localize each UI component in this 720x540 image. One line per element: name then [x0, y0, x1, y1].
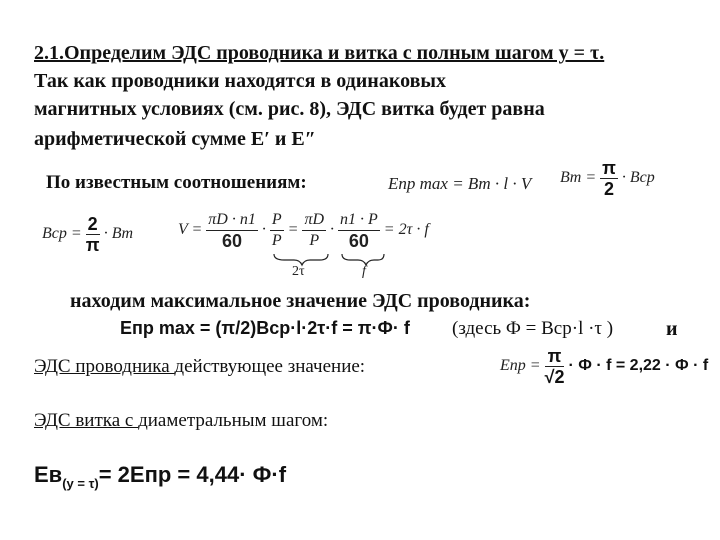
- v-frac1-den: 60: [222, 231, 243, 251]
- v-frac3-num: πD: [302, 210, 326, 231]
- turn-label-underlined: ЭДС витка с: [34, 410, 139, 431]
- effective-lhs: Eпр =: [500, 357, 541, 375]
- bm-rhs: · Bср: [621, 169, 655, 187]
- emax-formula: Eпр max = Bm · l · V: [388, 174, 532, 193]
- bcp-rhs: · Bm: [103, 225, 134, 243]
- flux-note: (здесь Ф = Bср·l ·τ ): [452, 318, 614, 339]
- v-frac1-num: πD · n1: [206, 210, 258, 231]
- heading-line-3: магнитных условиях (см. рис. 8), ЭДС витка будет равна: [34, 98, 545, 120]
- velocity-formula: V = $\frac{\pi D \cdot n1}{60}$ · $\frac{P}{P}$ = $\frac{\pi D}{P}$ · $\frac{n1 \cdot P}{60}$ = 2τ · f: [178, 211, 429, 251]
- heading-line-4: арифметической сумме E′ и E″: [34, 128, 316, 150]
- heading-line-2: Так как проводники находятся в одинаковых: [34, 70, 447, 92]
- v-rhs: = 2τ · f: [383, 221, 429, 239]
- v-frac3-den: P: [309, 232, 320, 249]
- turn-formula-sub: (y = τ): [62, 476, 99, 491]
- heading-line-1: 2.1.Определим ЭДС проводника и витка с полным шагом у = τ.: [34, 42, 605, 64]
- turn-label-rest: диаметральным шагом:: [138, 410, 329, 431]
- effective-denominator: √2: [544, 367, 565, 387]
- v-frac4-num: n1 · P: [338, 210, 380, 231]
- bm-formula: [560, 158, 655, 199]
- bm-lhs: Bm =: [560, 169, 597, 187]
- bm-numerator: π: [602, 158, 616, 178]
- turn-formula: [34, 462, 286, 491]
- bcp-formula: [42, 214, 133, 255]
- underbraces: [270, 252, 390, 268]
- bm-denominator: 2: [604, 179, 615, 199]
- bcp-lhs: Bср =: [42, 225, 82, 243]
- max-emf-text: находим максимальное значение ЭДС проводника:: [70, 290, 531, 312]
- effective-rhs: · Ф · f = 2,22 · Ф · f: [568, 357, 709, 375]
- v-frac2-num: P: [270, 210, 284, 231]
- bcp-denominator: π: [85, 235, 100, 255]
- turn-formula-rest: = 2Eпр = 4,44· Ф·f: [98, 462, 287, 487]
- known-relations-label: По известным соотношениям:: [46, 172, 307, 193]
- v-frac4-den: 60: [348, 231, 369, 251]
- turn-label: [34, 410, 328, 432]
- effective-formula: [500, 346, 708, 387]
- effective-label-underlined: ЭДС проводника: [34, 356, 175, 377]
- v-lhs: V =: [178, 221, 203, 239]
- v-frac2-den: P: [271, 232, 282, 249]
- brace-label-2tau: 2τ: [292, 264, 305, 279]
- bcp-numerator: 2: [87, 214, 98, 234]
- and-word: и: [666, 318, 678, 340]
- effective-label-rest: действующее значение:: [174, 356, 366, 377]
- turn-formula-main: Eв: [34, 462, 63, 487]
- max-emf-formula: Eпр max = (π/2)Bср·l·2τ·f = π·Ф· f: [120, 318, 410, 338]
- effective-numerator: π: [545, 346, 565, 367]
- effective-label: [34, 356, 365, 378]
- brace-label-f: f: [362, 264, 366, 279]
